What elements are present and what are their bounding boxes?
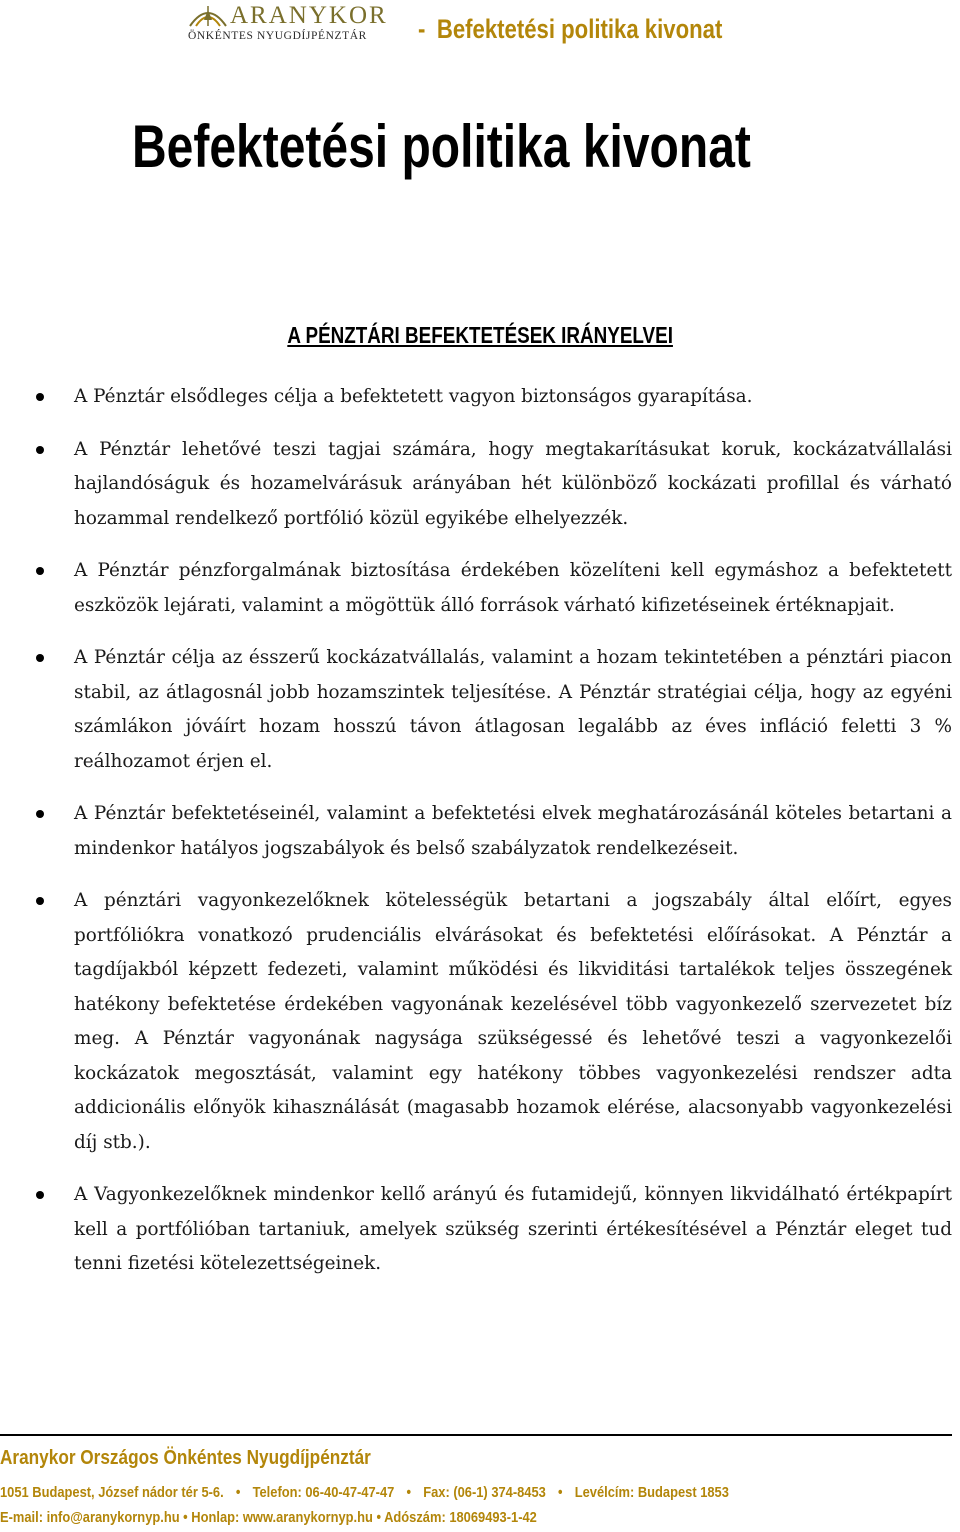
list-item bbox=[74, 380, 952, 415]
list-item bbox=[74, 797, 952, 866]
footer-org-name: Aranykor Országos Önkéntes Nyugdíjpénztár bbox=[0, 1447, 371, 1469]
footer-mail-address: Levélcím: Budapest 1853 bbox=[574, 1484, 729, 1501]
footer-website[interactable]: Honlap: www.aranykornyp.hu bbox=[191, 1509, 373, 1526]
bullet-icon bbox=[36, 567, 44, 575]
footer-bullet: • bbox=[235, 1484, 241, 1501]
bullet-icon bbox=[36, 1191, 44, 1199]
footer-bullet: • bbox=[406, 1484, 412, 1501]
list-item bbox=[74, 641, 952, 779]
footer-tax-number: Adószám: 18069493-1-42 bbox=[384, 1509, 537, 1526]
footer-bullet: • bbox=[558, 1484, 563, 1501]
footer-phone: Telefon: 06-40-47-47-47 bbox=[252, 1484, 395, 1501]
section-heading bbox=[0, 322, 960, 349]
list-item bbox=[74, 1178, 952, 1282]
list-item-text: A Pénztár célja az ésszerű kockázatvállalás, valamint a hozam tekintetében a pénztári piacon stabil, az átlagosnál jobb hozamszintek teljesítése. A Pénztár stratégiai célja, hogy az egyéni számlákon jóváírt hozam hosszú távon átlagosan legalább az éves infláció feletti 3 % reálhozamot érjen el. bbox=[74, 647, 952, 772]
guideline-list bbox=[74, 380, 952, 1300]
list-item-text: A pénztári vagyonkezelőknek kötelességük betartani a jogszabály által előírt, egyes portfóliókra vonatkozó prudenciális elvárásokat és befektetési előírásokat. A Pénztár a tagdíjakból képzett fedezeti, valamint működési és likviditási tartalékok teljes összegének hatékony befektetése érdekében vagyonának kezelésével több vagyonkezelő szervezetet bíz meg. A Pénztár vagyonának nagysága szükségessé és lehetővé teszi a vagyonkezelői kockázatok megosztását, valamint egy hatékony többes vagyonkezelési rendszer adta addicionális előnyök kihasználását (magasabb hozamok elérése, alacsonyabb vagyonkezelési díj stb.). bbox=[74, 890, 952, 1153]
footer-bullet: • bbox=[376, 1509, 381, 1526]
footer-divider bbox=[0, 1434, 952, 1436]
list-item bbox=[74, 884, 952, 1160]
list-item-text: A Vagyonkezelőknek mindenkor kellő arányú és futamidejű, könnyen likvidálható értékpapírt kell a portfólióban tartaniuk, amelyek szükség szerinti értékesítésével a Pénztár eleget tud tenni fizetési kötelezettségeinek. bbox=[74, 1184, 952, 1274]
footer-fax: Fax: (06-1) 374-8453 bbox=[423, 1484, 546, 1501]
bullet-icon bbox=[36, 810, 44, 818]
sun-emblem-icon bbox=[188, 4, 228, 28]
logo-subtitle: ÖNKÉNTES NYUGDÍJPÉNZTÁR bbox=[188, 30, 367, 42]
footer-address: 1051 Budapest, József nádor tér 5-6. bbox=[0, 1484, 224, 1501]
page-header bbox=[0, 0, 960, 50]
page-title: Befektetési politika kivonat bbox=[132, 113, 751, 180]
bullet-icon bbox=[36, 446, 44, 454]
bullet-icon bbox=[36, 897, 44, 905]
header-title-text: Befektetési politika kivonat bbox=[436, 14, 723, 44]
list-item-text: A Pénztár befektetéseinél, valamint a befektetési elvek meghatározásánál köteles betartani a mindenkor hatályos jogszabályok és belső szabályzatok rendelkezéseit. bbox=[74, 803, 952, 859]
page-footer bbox=[0, 1434, 960, 1532]
aranykor-logo bbox=[188, 2, 413, 46]
list-item bbox=[74, 554, 952, 623]
footer-email[interactable]: E-mail: info@aranykornyp.hu bbox=[0, 1509, 180, 1526]
header-title bbox=[418, 14, 722, 45]
footer-contact-line bbox=[0, 1484, 729, 1501]
list-item-text: A Pénztár elsődleges célja a befektetett vagyon biztonságos gyarapítása. bbox=[74, 386, 753, 407]
bullet-icon bbox=[36, 393, 44, 401]
list-item bbox=[74, 433, 952, 537]
section-heading-text: A PÉNZTÁRI BEFEKTETÉSEK IRÁNYELVEI bbox=[287, 322, 673, 348]
header-separator: - bbox=[418, 14, 426, 44]
logo-name: ARANYKOR bbox=[230, 2, 388, 29]
footer-web-line bbox=[0, 1509, 537, 1526]
list-item-text: A Pénztár pénzforgalmának biztosítása érdekében közelíteni kell egymáshoz a befektetett eszközök lejárati, valamint a mögöttük álló források várható kifizetéseinek értéknapjait. bbox=[74, 560, 952, 616]
list-item-text: A Pénztár lehetővé teszi tagjai számára, hogy megtakarításukat koruk, kockázatvállalási hajlandóságuk és hozamelvárásuk arányában hét különböző kockázati profillal és várható hozammal rendelkező portfólió közül egyikébe elhelyezzék. bbox=[74, 438, 952, 529]
bullet-icon bbox=[36, 654, 44, 662]
footer-bullet: • bbox=[183, 1509, 188, 1526]
